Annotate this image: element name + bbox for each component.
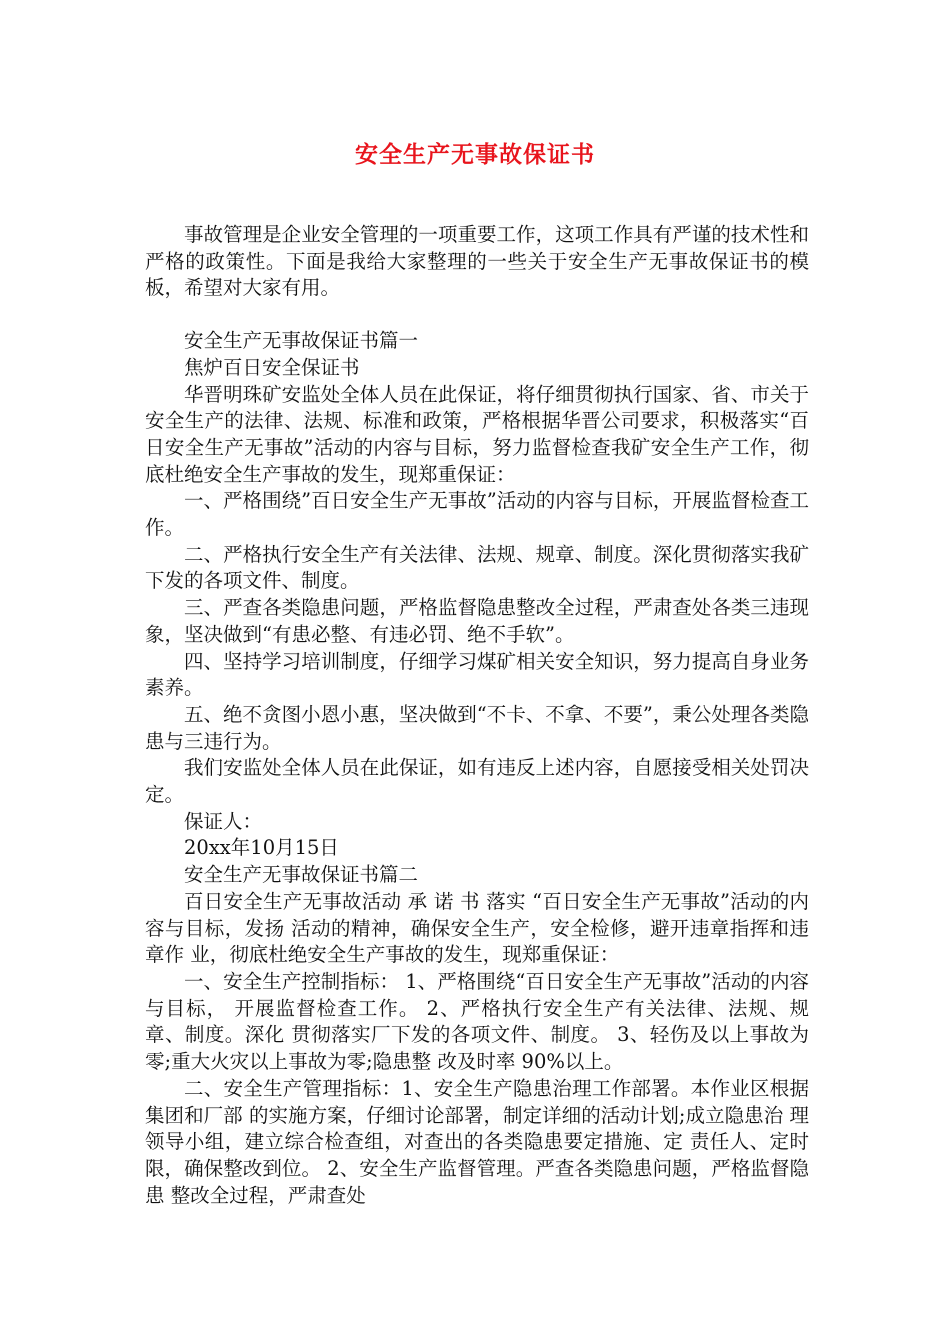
body-paragraph: 百日安全生产无事故活动 承 诺 书 落实 “百日安全生产无事故”活动的内容与目标，发扬 活动的精神，确保安全生产，安全检修，避开违章指挥和违章作 业，彻底杜绝安全生产事故的发生，现郑重保证：	[145, 889, 809, 967]
document-title: 安全生产无事故保证书	[355, 142, 595, 168]
paragraph-gap	[145, 302, 809, 328]
body-paragraph: 一、严格围绕”百日安全生产无事故”活动的内容与目标，开展监督检查工作。	[145, 489, 809, 540]
subheading: 焦炉百日安全保证书	[184, 355, 360, 379]
guarantor-label: 保证人：	[184, 809, 263, 833]
intro-paragraph: 事故管理是企业安全管理的一项重要工作，这项工作具有严谨的技术性和严格的政策性。下面是我给大家整理的一些关于安全生产无事故保证书的模板，希望对大家有用。	[145, 223, 809, 300]
body-paragraph: 四、坚持学习培训制度，仔细学习煤矿相关安全知识，努力提高自身业务素养。	[145, 649, 809, 700]
date-line: 20xx年10月15日	[184, 836, 339, 860]
body-paragraph: 我们安监处全体人员在此保证，如有违反上述内容，自愿接受相关处罚决定。	[145, 756, 809, 807]
section-heading-2: 安全生产无事故保证书篇二	[184, 863, 419, 887]
body-paragraph: 二、严格执行安全生产有关法律、法规、规章、制度。深化贯彻落实我矿下发的各项文件、制度。	[145, 542, 809, 593]
body-paragraph: 二、安全生产管理指标：1、安全生产隐患治理工作部署。本作业区根据集团和厂部 的实施方案，仔细讨论部署，制定详细的活动计划;成立隐患治 理领导小组，建立综合检查组，对查出的各类隐患要定措施、定 责任人、定时限，确保整改到位。 2、安全生产监督管理。严查各类隐患问题，严格监督隐患 整改全过程，严肃查处	[145, 1076, 809, 1207]
section-heading-1: 安全生产无事故保证书篇一	[184, 329, 419, 353]
document-body	[145, 222, 809, 1209]
body-paragraph: 五、绝不贪图小恩小惠，坚决做到“不卡、不拿、不要”，秉公处理各类隐患与三违行为。	[145, 702, 809, 753]
body-paragraph: 华晋明珠矿安监处全体人员在此保证，将仔细贯彻执行国家、省、市关于安全生产的法律、法规、标准和政策，严格根据华晋公司要求，积极落实“百日安全生产无事故”活动的内容与目标，努力监督检查我矿安全生产工作，彻底杜绝安全生产事故的发生，现郑重保证：	[145, 382, 809, 486]
body-paragraph: 三、严查各类隐患问题，严格监督隐患整改全过程，严肃查处各类三违现象，坚决做到“有患必整、有违必罚、绝不手软”。	[145, 596, 809, 646]
body-paragraph: 一、安全生产控制指标： 1、严格围绕“百日安全生产无事故”活动的内容与目标， 开展监督检查工作。 2、严格执行安全生产有关法律、法规、规章、制度。深化 贯彻落实厂下发的各项文件、制度。 3、轻伤及以上事故为零;重大火灾以上事故为零;隐患整 改及时率 90%以上。	[145, 969, 809, 1074]
